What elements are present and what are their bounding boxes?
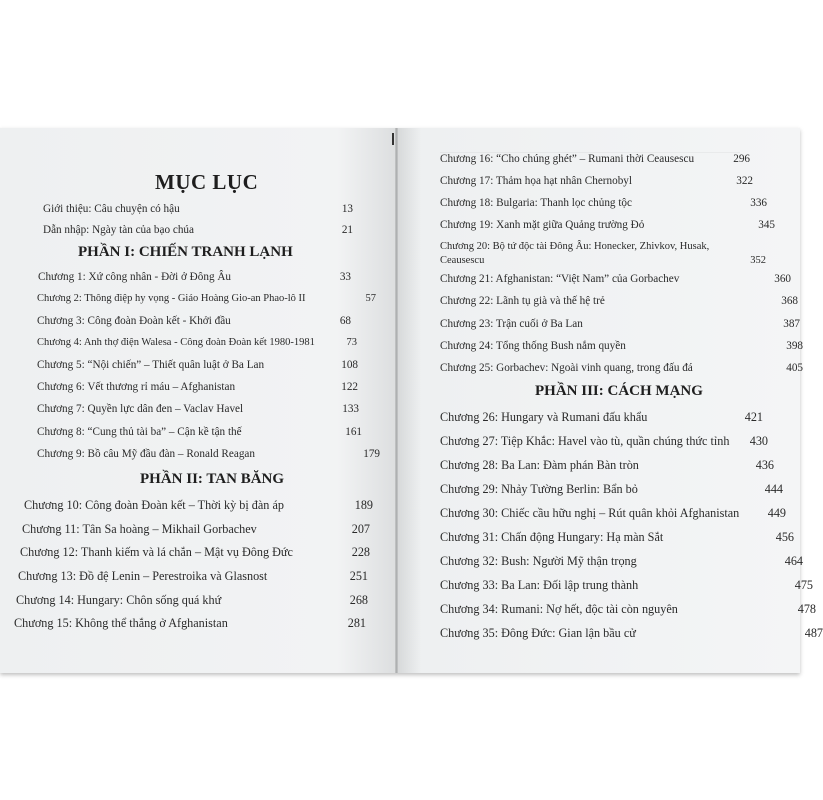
entry-page: 57 bbox=[365, 293, 376, 304]
entry-label: Chương 35: Đông Đức: Gian lận bầu cử bbox=[440, 626, 636, 640]
entry-page: 251 bbox=[349, 569, 368, 583]
entry-label: Chương 31: Chấn động Hungary: Hạ màn Sắt bbox=[440, 530, 664, 544]
entry-page: 336 bbox=[750, 197, 767, 209]
entry-label: Chương 32: Bush: Người Mỹ thận trọng bbox=[440, 554, 637, 568]
entry-page: 281 bbox=[347, 616, 366, 630]
entry-page: 487 bbox=[804, 626, 823, 640]
entry-page: 73 bbox=[346, 337, 357, 348]
part-heading: PHẦN I: CHIẾN TRANH LẠNH bbox=[78, 244, 293, 260]
entry-label: Chương 7: Quyền lực dân đen – Vaclav Havel bbox=[37, 403, 244, 415]
entry-label: Chương 18: Bulgaria: Thanh lọc chủng tộc bbox=[440, 197, 632, 209]
entry-label: Chương 4: Anh thợ điện Walesa - Công đoàn Đoàn kết 1980-1981 bbox=[37, 337, 315, 348]
entry-label: Chương 27: Tiệp Khắc: Havel vào tù, quần chúng thức tỉnh bbox=[440, 434, 730, 448]
entry-label: Chương 10: Công đoàn Đoàn kết – Thời kỳ bị đàn áp bbox=[24, 498, 284, 512]
bookmark-mark bbox=[392, 133, 394, 145]
entry-page: 13 bbox=[341, 203, 353, 215]
entry-page: 360 bbox=[774, 273, 791, 285]
entry-page: 33 bbox=[339, 271, 351, 283]
entry-label: Chương 15: Không thể thắng ở Afghanistan bbox=[14, 616, 228, 630]
entry-label: Chương 13: Đồ đệ Lenin – Perestroika và Glasnost bbox=[18, 569, 268, 583]
entry-label: Chương 25: Gorbachev: Ngoài vinh quang, trong đấu đá bbox=[440, 362, 693, 374]
entry-page: 398 bbox=[786, 340, 803, 352]
entry-label: Chương 30: Chiếc cầu hữu nghị – Rút quân khỏi Afghanistan bbox=[440, 506, 740, 520]
entry-label: Chương 12: Thanh kiếm và lá chắn – Mật vụ Đông Đức bbox=[20, 545, 293, 559]
toc-title: MỤC LỤC bbox=[155, 170, 259, 194]
entry-label: Chương 3: Công đoàn Đoàn kết - Khởi đầu bbox=[37, 315, 231, 327]
entry-page: 21 bbox=[341, 224, 353, 236]
entry-label: Chương 17: Thảm họa hạt nhân Chernobyl bbox=[440, 175, 632, 187]
entry-label: Chương 9: Bồ câu Mỹ đầu đàn – Ronald Reagan bbox=[37, 448, 255, 460]
entry-label: Chương 24: Tổng thống Bush nắm quyền bbox=[440, 340, 626, 352]
entry-page: 345 bbox=[758, 219, 775, 231]
entry-page: 430 bbox=[749, 434, 768, 448]
entry-page: 296 bbox=[733, 153, 750, 165]
entry-page: 161 bbox=[345, 426, 362, 438]
entry-page: 444 bbox=[764, 482, 783, 496]
entry-page: 368 bbox=[781, 295, 798, 307]
entry-page: 68 bbox=[339, 315, 351, 327]
book-gutter bbox=[395, 128, 398, 673]
entry-page: 456 bbox=[775, 530, 794, 544]
entry-page: 122 bbox=[341, 381, 358, 393]
entry-label: Chương 23: Trận cuối ở Ba Lan bbox=[440, 318, 583, 330]
entry-label: Chương 16: “Cho chúng ghét” – Rumani thời Ceausescu bbox=[440, 153, 695, 165]
entry-page: 352 bbox=[750, 255, 766, 266]
entry-label: Chương 34: Rumani: Nợ hết, độc tài còn nguyên bbox=[440, 602, 678, 616]
entry-page: 387 bbox=[783, 318, 800, 330]
entry-label: Chương 20: Bộ tứ độc tài Đông Âu: Honecker, Zhivkov, Husak, bbox=[440, 241, 710, 252]
entry-label: Chương 11: Tân Sa hoàng – Mikhail Gorbachev bbox=[22, 522, 257, 536]
entry-label: Chương 22: Lãnh tụ già và thế hệ trẻ bbox=[440, 295, 605, 307]
entry-label: Ceausescu bbox=[440, 255, 485, 266]
entry-label: Chương 33: Ba Lan: Đối lập trung thành bbox=[440, 578, 639, 592]
entry-label: Chương 28: Ba Lan: Đàm phán Bàn tròn bbox=[440, 458, 639, 472]
entry-page: 228 bbox=[351, 545, 370, 559]
entry-label: Chương 26: Hungary và Rumani đấu khẩu bbox=[440, 410, 648, 424]
entry-page: 475 bbox=[794, 578, 813, 592]
entry-page: 405 bbox=[786, 362, 803, 374]
entry-label: Dẫn nhập: Ngày tàn của bạo chúa bbox=[43, 224, 194, 236]
entry-label: Chương 1: Xứ công nhân - Đời ở Đông Âu bbox=[38, 271, 232, 283]
entry-page: 268 bbox=[349, 593, 368, 607]
entry-page: 133 bbox=[342, 403, 359, 415]
entry-page: 207 bbox=[351, 522, 370, 536]
entry-page: 421 bbox=[744, 410, 763, 424]
entry-page: 189 bbox=[354, 498, 373, 512]
entry-page: 179 bbox=[363, 448, 380, 460]
entry-label: Chương 14: Hungary: Chôn sống quá khứ bbox=[16, 593, 222, 607]
entry-label: Chương 2: Thông điệp hy vọng - Giáo Hoàng Gio-an Phao-lô II bbox=[37, 293, 306, 304]
entry-label: Chương 21: Afghanistan: “Việt Nam” của Gorbachev bbox=[440, 273, 680, 285]
entry-label: Chương 29: Nhảy Tường Berlin: Bẩn bỏ bbox=[440, 482, 638, 496]
part-heading: PHẦN II: TAN BĂNG bbox=[140, 471, 285, 487]
part-heading: PHẦN III: CÁCH MẠNG bbox=[535, 383, 703, 399]
entry-label: Giới thiệu: Câu chuyện có hậu bbox=[43, 203, 180, 215]
entry-page: 464 bbox=[784, 554, 803, 568]
entry-page: 436 bbox=[755, 458, 774, 472]
entry-label: Chương 6: Vết thương rỉ máu – Afghanistan bbox=[37, 381, 236, 393]
entry-label: Chương 19: Xanh mặt giữa Quảng trường Đỏ bbox=[440, 219, 645, 231]
entry-page: 322 bbox=[736, 175, 753, 187]
entry-label: Chương 5: “Nội chiến” – Thiết quân luật ở Ba Lan bbox=[37, 359, 265, 371]
entry-page: 449 bbox=[767, 506, 786, 520]
entry-page: 478 bbox=[797, 602, 816, 616]
entry-page: 108 bbox=[341, 359, 358, 371]
entry-label: Chương 8: “Cung thủ tài ba” – Cận kề tận thế bbox=[37, 426, 242, 438]
